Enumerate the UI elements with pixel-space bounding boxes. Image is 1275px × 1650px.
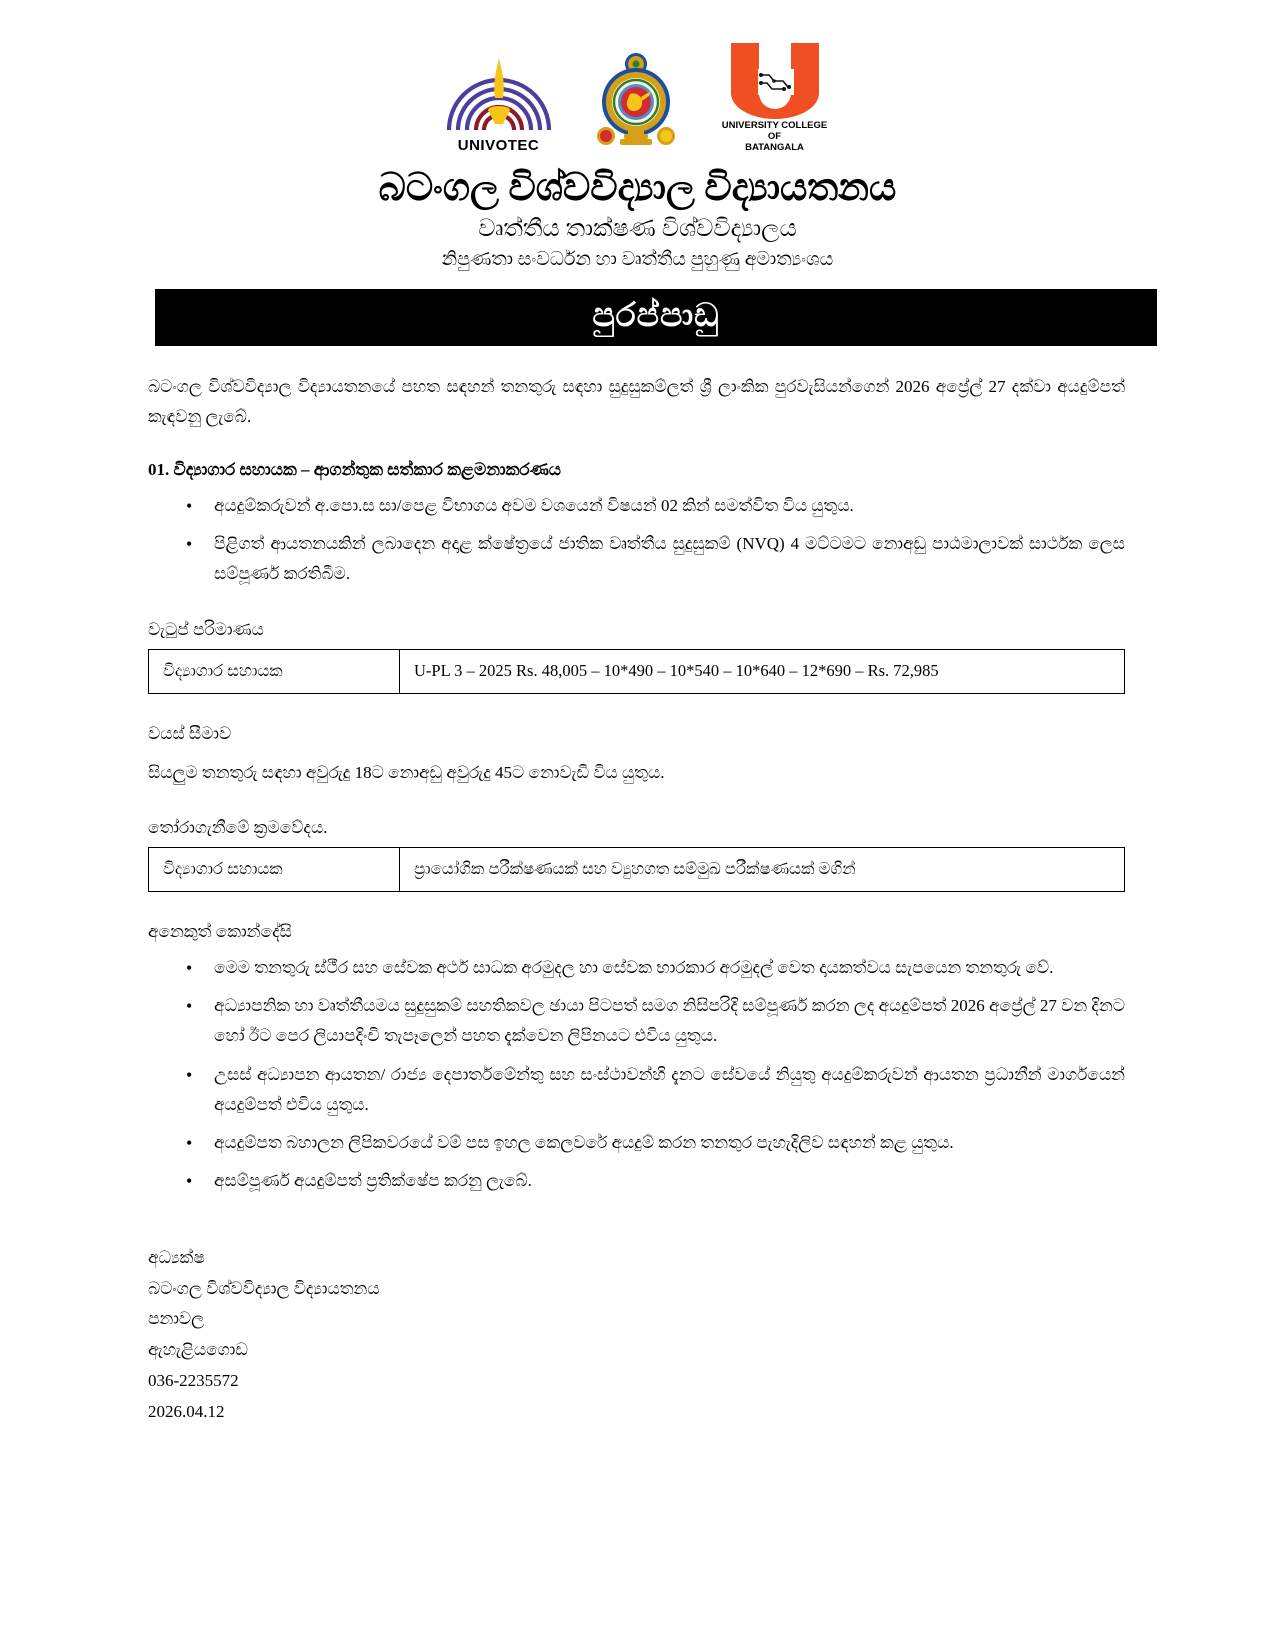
list-item: • පිළිගත් ආයතනයකින් ලබාදෙන අදාළ ක්ෂේත්‍රයේ ජාතික වෘත්තීය සුදුසුකම් (NVQ) 4 මට්ටමට නොඅඩු පාඨමාලාවක් සාර්ථක ලෙස සම්පූර්ණ කරතිබීම.: [148, 529, 1125, 590]
logo-band: [0, 0, 1275, 154]
qualification-list: [148, 491, 1125, 590]
conditions-heading: අනෙකුත් කොන්දේසි: [148, 921, 292, 941]
post-heading: [148, 456, 1125, 483]
salary-heading: වැටුප් පරිමාණය: [148, 619, 264, 639]
signatory-address-line1: පනාවල: [148, 1309, 205, 1329]
selection-table: [148, 847, 1125, 892]
vacancies-banner: පුරප්පාඩු: [155, 289, 1157, 346]
salary-post-cell: විද්‍යාගාර සහායක: [149, 649, 400, 693]
list-item: • අසම්පූර්ණ අයදුම්පත් ප්‍රතික්ෂේප කරනු ලැබේ.: [148, 1166, 1125, 1196]
selection-post-cell: විද්‍යාගාර සහායක: [149, 847, 400, 891]
table-row: [149, 649, 1125, 693]
univotec-label: UNIVOTEC: [457, 137, 540, 154]
list-item: • මෙම තනතුරු ස්ථීර සහ සේවක අර්ථ සාධක අරමුදල හා සේවක භාරකාර අරමුදල් වෙත දායකත්වය සැපයෙන තනතුරු වේ.: [148, 953, 1125, 983]
signature-block: [148, 1243, 1125, 1429]
conditions-list: [148, 953, 1125, 1197]
signatory-phone: 036-2235572: [148, 1371, 239, 1391]
ucb-u-icon: [725, 43, 825, 119]
intro-paragraph: බටංගල විශ්වවිද්‍යාල විද්‍යායතනයේ පහත සඳහන් තනතුරු සඳහා සුදුසුකම්ලත් ශ්‍රී ලාංකික පුරවැසියන්ගෙන් 2026 අප්‍රේල් 27 දක්වා අයදුම්පත් කැඳවනු ලැබේ.: [148, 377, 1125, 426]
list-item: • අයදුම්පත බහාලන ලිපිකවරයේ වම් පස ඉහල කෙලවරේ අයදුම් කරන තනතුර පැහැදිලිව සඳහන් කළ යුතුය.: [148, 1128, 1125, 1158]
notice-date: 2026.04.12: [148, 1402, 225, 1422]
list-item: • අධ්‍යාපනික හා වෘත්තීයමය සුදුසුකම් සහතිකවල ඡායා පිටපත් සමග නිසිපරිදි සම්පූර්ණ කරන ලද අයදුම්පත් 2026 අප්‍රේල් 27 වන දිනට හෝ ඊට පෙර ලියාපදිංචි තැපෑලෙන් පහත දැක්වෙන ලිපිනයට එවිය යුතුය.: [148, 991, 1125, 1052]
ucb-label-line1: UNIVERSITY COLLEGE OF: [721, 120, 828, 143]
list-item: • උසස් අධ්‍යාපන ආයතන/ රාජ්‍ය දෙපාර්තමේන්තු සහ සංස්ථාවන්හි දැනට සේවයේ නියුතු අයදුම්කරුවන් ආයතන ප්‍රධානීන් මාර්ගයෙන් අයදුම්පත් එවිය යුතුය.: [148, 1060, 1125, 1121]
selection-heading: තෝරාගැනීමේ ක්‍රමවේදය.: [148, 817, 328, 837]
table-row: [149, 847, 1125, 891]
signatory-designation: අධ්‍යක්ෂ: [148, 1247, 205, 1267]
salary-table: [148, 649, 1125, 694]
signatory-institute: බටංගල විශ්වවිද්‍යාල විද්‍යායතනය: [148, 1278, 380, 1298]
page-title: බටංගල විශ්වවිද්‍යාල විද්‍යායතනය: [378, 167, 897, 209]
page-subtitle-university: වෘත්තීය තාක්ෂණ විශ්වවිද්‍යාලය: [478, 215, 797, 242]
salary-scale-cell: U-PL 3 – 2025 Rs. 48,005 – 10*490 – 10*540 – 10*640 – 12*690 – Rs. 72,985: [400, 649, 1125, 693]
page-subtitle-ministry: නිපුණතා සංවර්ධන හා වෘත්තීය පුහුණු අමාත්‍යංශය: [441, 249, 834, 271]
signatory-address-line2: ඇහැළියගොඩ: [148, 1340, 248, 1360]
document-body: [0, 372, 1275, 1428]
univotec-logo: [443, 52, 555, 154]
list-item: • අයදුම්කරුවන් අ.පො.ස සා/පෙළ විභාගය අවම වශයෙන් විෂයන් 02 කින් සමත්විත විය යුතුය.: [148, 491, 1125, 521]
university-college-batangala-logo: [717, 43, 833, 154]
sri-lanka-emblem-icon: [589, 50, 683, 154]
ucb-label-line2: BATANGALA: [745, 142, 804, 154]
age-heading: වයස් සීමාව: [148, 723, 232, 743]
age-text: සියලුම තනතුරු සඳහා අවුරුදු 18ට නොඅඩු අවුරුදු 45ට නොවැඩි විය යුතුය.: [148, 762, 665, 782]
ucb-label: [717, 121, 833, 154]
post-title: විද්‍යාගාර සහායක – ආගන්තුක සත්කාර කළමනාකරණය: [173, 459, 562, 479]
selection-method-cell: ප්‍රායෝගික පරීක්ෂණයක් සහ ව්‍යුහගත සම්මුඛ පරීක්ෂණයක් මගින්: [400, 847, 1125, 891]
post-number: 01.: [148, 459, 170, 479]
univotec-icon: [443, 52, 555, 136]
